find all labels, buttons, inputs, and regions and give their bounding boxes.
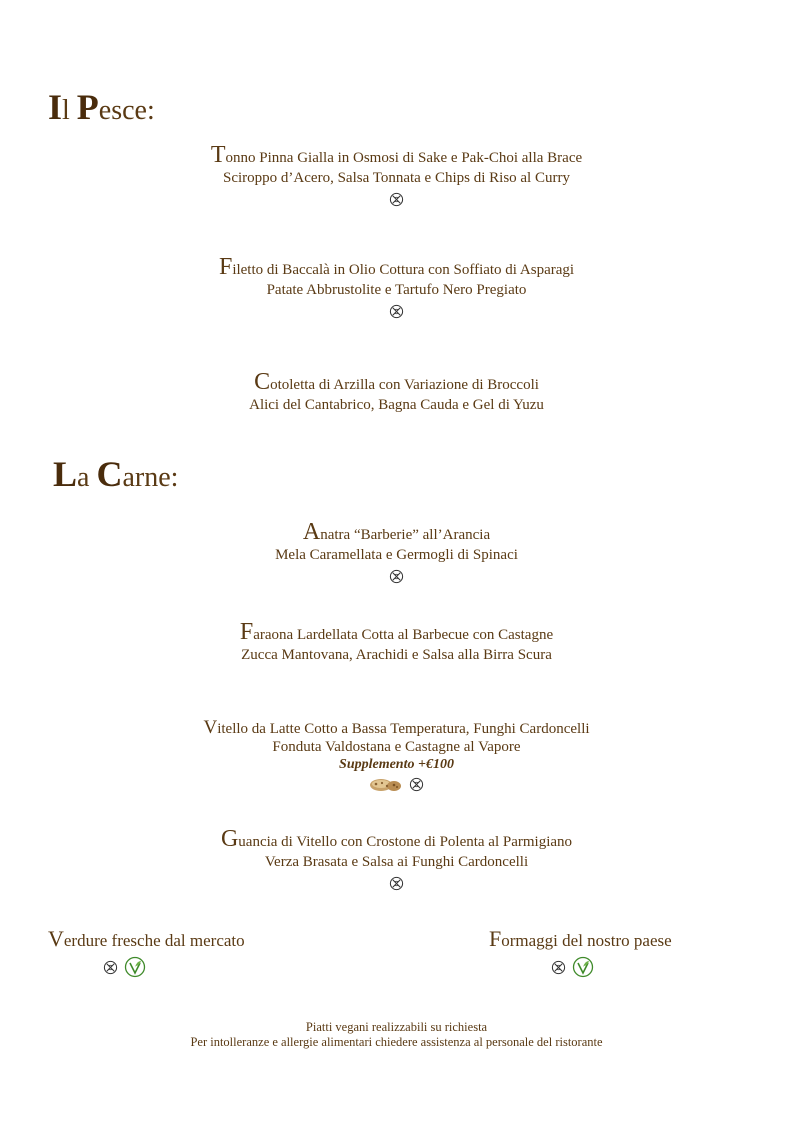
side-name: Formaggi del nostro paese xyxy=(489,926,672,951)
dish-name: Vitello da Latte Cotto a Bassa Temperatura, Funghi Cardoncelli xyxy=(203,717,590,738)
title-text: arne: xyxy=(122,462,179,493)
dish-name: Faraona Lardellata Cotta al Barbecue con Castagne xyxy=(239,619,554,645)
dish-description: Mela Caramellata e Germogli di Spinaci xyxy=(275,547,518,563)
dish-description: Zucca Mantovana, Arachidi e Salsa alla Birra Scura xyxy=(241,647,552,663)
footer-notes xyxy=(0,1020,793,1050)
dish-description: Fonduta Valdostana e Castagne al Vapore xyxy=(272,739,521,755)
dish-description: Patate Abbrustolite e Tartufo Nero Pregiato xyxy=(266,282,527,298)
footer-vegan-note: Piatti vegani realizzabili su richiesta xyxy=(305,1020,488,1034)
section-title-carne xyxy=(53,453,178,495)
gluten-free-icon xyxy=(409,777,424,792)
dish-anatra xyxy=(0,519,793,586)
vegan-icon xyxy=(572,956,594,978)
gluten-free-icon xyxy=(103,960,118,975)
gluten-free-icon xyxy=(389,876,404,891)
side-verdure xyxy=(48,926,245,977)
dish-vitello xyxy=(0,718,793,794)
dish-tonno xyxy=(0,142,793,209)
truffle-icon xyxy=(369,776,403,792)
dish-baccala xyxy=(0,254,793,321)
dish-cotoletta xyxy=(0,369,793,415)
title-initial: C xyxy=(96,454,123,494)
dish-name: Guancia di Vitello con Crostone di Polenta al Parmigiano xyxy=(220,826,573,852)
title-initial: P xyxy=(76,87,99,127)
section-title-pesce xyxy=(48,86,155,128)
title-text: esce: xyxy=(98,95,155,126)
dish-name: Anatra “Barberie” all’Arancia xyxy=(302,519,491,545)
dish-name: Cotoletta di Arzilla con Variazione di Broccoli xyxy=(254,369,539,395)
supplement-note: Supplemento +€100 xyxy=(339,757,454,772)
dish-description: Verza Brasata e Salsa ai Funghi Cardoncelli xyxy=(264,854,529,870)
dish-description: Sciroppo d’Acero, Salsa Tonnata e Chips di Riso al Curry xyxy=(223,170,570,186)
dish-description: Alici del Cantabrico, Bagna Cauda e Gel di Yuzu xyxy=(249,397,544,413)
gluten-free-icon xyxy=(389,569,404,584)
dish-faraona xyxy=(0,619,793,665)
dish-guancia xyxy=(0,826,793,893)
title-text: a xyxy=(77,462,97,493)
side-name: Verdure fresche dal mercato xyxy=(48,926,245,951)
dish-name: Filetto di Baccalà in Olio Cottura con Soffiato di Asparagi xyxy=(218,254,575,280)
footer-allergy-note: Per intolleranze e allergie alimentari chiedere assistenza al personale del ristorante xyxy=(190,1035,603,1049)
title-initial: L xyxy=(53,454,78,494)
gluten-free-icon xyxy=(389,304,404,319)
dish-name: Tonno Pinna Gialla in Osmosi di Sake e Pak-Choi alla Brace xyxy=(210,142,583,168)
title-text: l xyxy=(62,95,77,126)
side-formaggi xyxy=(489,926,672,977)
title-initial: I xyxy=(48,87,63,127)
vegan-icon xyxy=(124,956,146,978)
gluten-free-icon xyxy=(389,192,404,207)
gluten-free-icon xyxy=(551,960,566,975)
